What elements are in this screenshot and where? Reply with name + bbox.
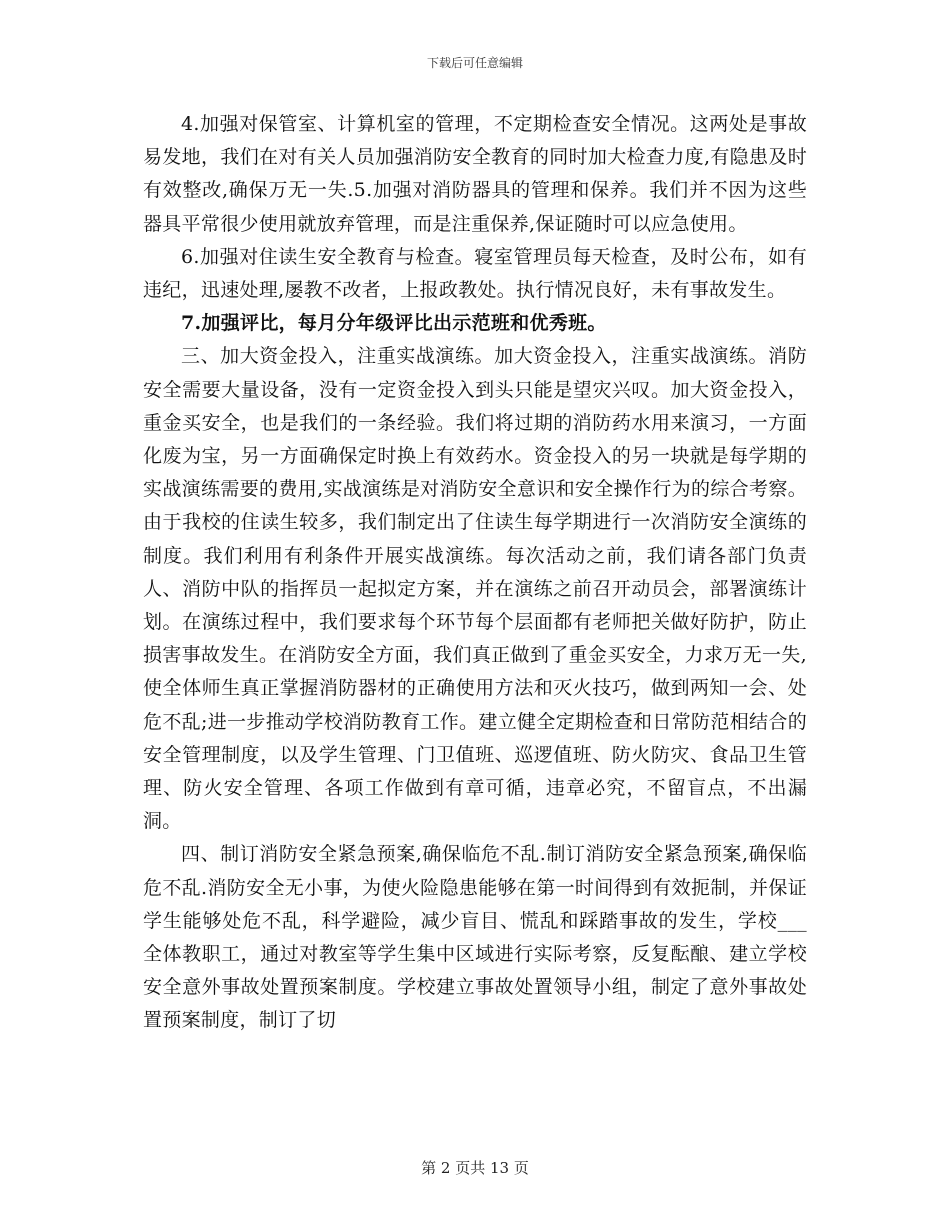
paragraph-emergency-plan: 四、制订消防安全紧急预案,确保临危不乱.制订消防安全紧急预案,确保临危不乱.消防安全无小事，为使火险隐患能够在第一时间得到有效扼制，并保证学生能够处危不乱，科学避险，减少盲目、慌乱和踩踏事故的发生，学校___全体教职工，通过对教室等学生集中区域进行实际考察，反复酝酿、建立学校安全意外事故处置预案制度。学校建立事故处置领导小组，制定了意外事故处置预案制度，制订了切 bbox=[143, 843, 807, 1032]
page-header: 下载后可任意编辑 bbox=[426, 56, 523, 70]
paragraph-funding-drills: 三、加大资金投入，注重实战演练。加大资金投入，注重实战演练。消防安全需要大量设备，没有一定资金投入到头只能是望灾兴叹。加大资金投入，重金买安全，也是我们的一条经验。我们将过期的消防药水用来演习，一方面化废为宝，另一方面确保定时换上有效药水。资金投入的另一块就是每学期的实战演练需要的费用,实战演练是对消防安全意识和安全操作行为的综合考察。由于我校的住读生较多，我们制定出了住读生每学期进行一次消防安全演练的制度。我们利用有利条件开展实战演练。每次活动之前，我们请各部门负责人、消防中队的指挥员一起拟定方案，并在演练之前召开动员会，部署演练计划。在演练过程中，我们要求每个环节每个层面都有老师把关做好防护，防止损害事故发生。在消防安全方面，我们真正做到了重金买安全，力求万无一失,使全体师生真正掌握消防器材的正确使用方法和灭火技巧，做到两知一会、处危不乱;进一步推动学校消防教育工作。建立健全定期检查和日常防范相结合的安全管理制度，以及学生管理、门卫值班、巡逻值班、防火防灾、食品卫生管理、防火安全管理、各项工作做到有章可循，违章必究，不留盲点，不出漏洞。 bbox=[143, 345, 807, 833]
paragraph-storage-management: 4.加强对保管室、计算机室的管理，不定期检查安全情况。这两处是事故易发地，我们在对有关人员加强消防安全教育的同时加大检查力度,有隐患及时有效整改,确保万无一失.5.加强对消防器具的管理和保养。我们并不因为这些器具平常很少使用就放弃管理，而是注重保养,保证随时可以应急使用。 bbox=[143, 113, 807, 235]
document-body bbox=[143, 108, 807, 1038]
paragraph-class-evaluation: 7.加强评比，每月分年级评比出示范班和优秀班。 bbox=[181, 312, 607, 335]
page-number: 第 2 页共 13 页 bbox=[421, 1159, 529, 1177]
paragraph-boarding-safety: 6.加强对住读生安全教育与检查。寝室管理员每天检查，及时公布，如有违纪，迅速处理,屡教不改者，上报政教处。执行情况良好，未有事故发生。 bbox=[143, 245, 807, 302]
